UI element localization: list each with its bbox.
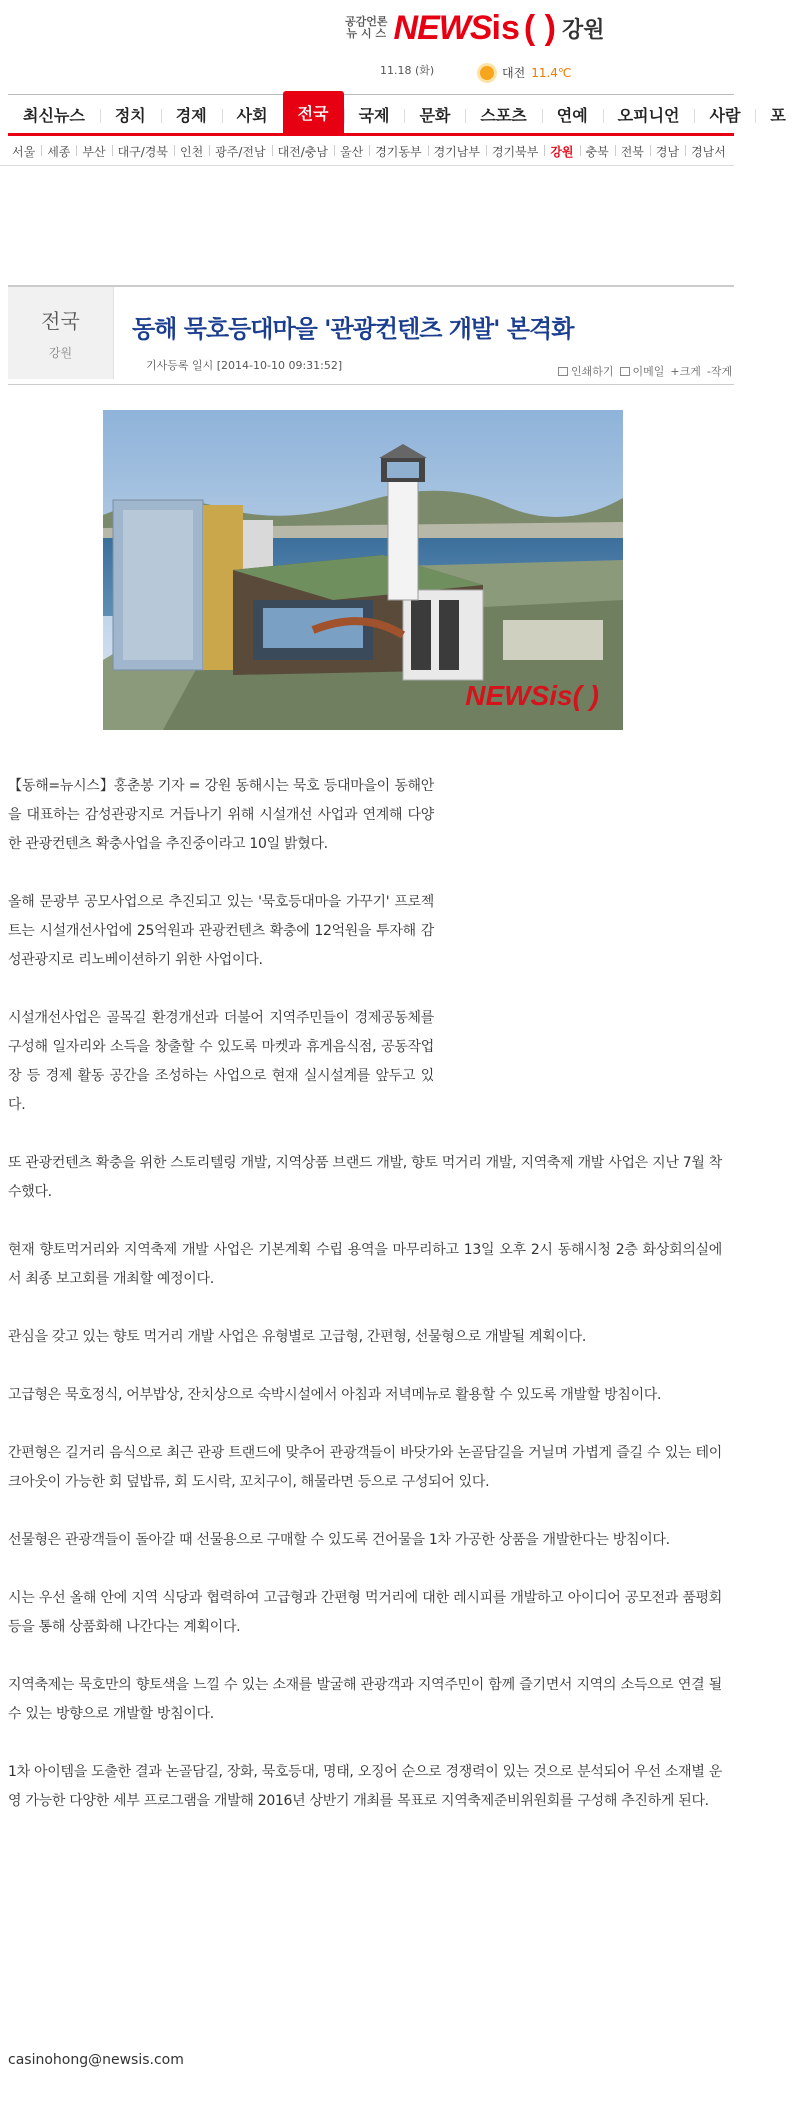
font-smaller-label: 작게 xyxy=(710,365,733,378)
article-paragraph: 간편형은 길거리 음식으로 최근 관광 트랜드에 맞추어 관광객들이 바닷가와 논골담길을 거닐며 가볍게 즐길 수 있는 테이크아웃이 가능한 회 덮밥류, 회 도시락, 꼬치구이, 해물라면 등으로 구성되어 있다. xyxy=(8,1445,722,1490)
logo-news: NEWS xyxy=(393,9,492,47)
article-header xyxy=(8,285,734,385)
main-nav-item[interactable]: 문화 xyxy=(404,95,465,133)
category-label[interactable]: 전국 xyxy=(41,309,80,333)
main-nav-item[interactable]: 스포츠 xyxy=(465,95,541,133)
region-nav-item[interactable]: 대구/경북 xyxy=(112,143,174,160)
region-nav-item[interactable]: 강원 xyxy=(544,143,579,160)
email-label: 이메일 xyxy=(632,365,665,378)
region-nav-item[interactable]: 광주/전남 xyxy=(209,143,271,160)
region-nav-item[interactable]: 부산 xyxy=(76,143,111,160)
site-logo[interactable] xyxy=(345,8,604,48)
weather-temp: 11.4℃ xyxy=(531,65,572,80)
region-nav-item[interactable]: 서울 xyxy=(12,145,36,159)
weather-widget[interactable] xyxy=(480,64,571,81)
region-nav-item[interactable]: 전북 xyxy=(615,143,650,160)
logo-region: 강원 xyxy=(561,17,605,43)
region-nav-item[interactable]: 울산 xyxy=(334,143,369,160)
region-nav-item[interactable]: 대전/충남 xyxy=(272,143,334,160)
article-headline: 동해 묵호등대마을 '관광컨텐츠 개발' 본격화 xyxy=(132,315,574,343)
photo-watermark: NEWSis( ) xyxy=(465,680,599,711)
article-paragraph: 1차 아이템을 도출한 결과 논골담길, 장화, 묵호등대, 명태, 오징어 순으로 경쟁력이 있는 것으로 분석되어 우선 소재별 운영 가능한 다양한 세부 프로그램을 개발해 2016년 상반기 개최를 목표로 지역축제준비위원회를 구성해 추진하게 된다. xyxy=(8,1764,722,1809)
main-nav xyxy=(8,94,786,136)
main-nav-item[interactable]: 전국 xyxy=(283,91,344,133)
main-nav-item[interactable]: 경제 xyxy=(161,95,222,133)
site-header xyxy=(0,0,734,92)
article-paragraph: 또 관광컨텐츠 확충을 위한 스토리텔링 개발, 지역상품 브랜드 개발, 향토 먹거리 개발, 지역축제 개발 사업은 지난 7월 착수했다. xyxy=(8,1155,722,1200)
logo-paren: ( ) xyxy=(523,9,556,47)
slogan-line2: 뉴 시 스 xyxy=(346,27,387,40)
region-nav-item[interactable]: 경기남부 xyxy=(428,143,486,160)
article-paragraph: 선물형은 관광객들이 돌아갈 때 선물용으로 구매할 수 있도록 건어물을 1차 가공한 상품을 개발한다는 방침이다. xyxy=(8,1532,670,1548)
article-tools xyxy=(558,363,732,379)
article-timestamp: 기사등록 일시 [2014-10-10 09:31:52] xyxy=(146,359,343,372)
weather-city: 대전 xyxy=(502,66,526,80)
region-nav-item[interactable]: 세종 xyxy=(41,143,76,160)
print-label: 인쇄하기 xyxy=(571,365,614,378)
category-box xyxy=(8,287,114,379)
article-photo[interactable] xyxy=(103,410,623,730)
main-nav-item[interactable]: 정치 xyxy=(100,95,161,133)
article-paragraph: 【동해=뉴시스】홍춘봉 기자 = 강원 동해시는 묵호 등대마을이 동해안을 대표하는 감성관광지로 거듭나기 위해 시설개선 사업과 연계해 다양한 관광컨텐츠 확충사업을 추진중이라고 10일 밝혔다. xyxy=(8,778,434,852)
article-paragraph: 시는 우선 올해 안에 지역 식당과 협력하여 고급형과 간편형 먹거리에 대한 레시피를 개발하고 아이디어 공모전과 품평회 등을 통해 상품화해 나간다는 계획이다. xyxy=(8,1590,722,1635)
mail-icon xyxy=(620,367,630,376)
article-paragraph: 지역축제는 묵호만의 향토색을 느낄 수 있는 소재를 발굴해 관광객과 지역주민이 함께 즐기면서 지역의 소득으로 연결 될 수 있는 방향으로 개발할 방침이다. xyxy=(8,1677,722,1722)
subcategory-label[interactable]: 강원 xyxy=(48,346,73,360)
current-date: 11.18 (화) xyxy=(380,64,435,77)
logo-slogan xyxy=(345,16,388,40)
article-body-narrow xyxy=(8,772,434,1149)
region-nav-item[interactable]: 충북 xyxy=(580,143,615,160)
font-larger-button[interactable]: + 크게 xyxy=(670,364,701,378)
font-smaller-button[interactable]: - 작게 xyxy=(706,364,733,378)
email-button[interactable] xyxy=(620,363,665,379)
main-nav-item[interactable]: 포 xyxy=(755,95,800,133)
article-paragraph: 고급형은 묵호정식, 어부밥상, 잔치상으로 숙박시설에서 아침과 저녁메뉴로 활용할 수 있도록 개발할 방침이다. xyxy=(8,1387,662,1403)
article-paragraph: 올해 문광부 공모사업으로 추진되고 있는 '묵호등대마을 가꾸기' 프로젝트는 시설개선사업에 25억원과 관광컨텐츠 확충에 12억원을 투자해 감성관광지로 리노베이션하기 위한 사업이다. xyxy=(8,894,434,968)
region-nav-item[interactable]: 경남 xyxy=(650,143,685,160)
font-larger-label: 크게 xyxy=(679,365,701,378)
main-nav-item[interactable]: 국제 xyxy=(344,95,405,133)
article-paragraph: 현재 향토먹거리와 지역축제 개발 사업은 기본계획 수립 용역을 마무리하고 13일 오후 2시 동해시청 2층 화상회의실에서 최종 보고회를 개최할 예정이다. xyxy=(8,1242,722,1287)
article-body-wide xyxy=(8,1149,722,1845)
main-nav-item[interactable]: 오피니언 xyxy=(603,95,695,133)
main-nav-item[interactable]: 사람 xyxy=(694,95,755,133)
region-nav-item[interactable]: 경기동부 xyxy=(369,143,427,160)
print-button[interactable] xyxy=(558,363,614,379)
logo-is: is xyxy=(491,9,520,47)
region-sub-nav xyxy=(0,138,734,166)
print-icon xyxy=(558,367,568,376)
slogan-line1: 공감언론 xyxy=(345,15,388,28)
region-nav-item[interactable]: 경남서 xyxy=(685,143,732,160)
reporter-email[interactable]: casinohong@newsis.com xyxy=(8,2052,184,2068)
sun-icon xyxy=(480,66,494,80)
main-nav-item[interactable]: 사회 xyxy=(222,95,283,133)
article-paragraph: 관심을 갖고 있는 향토 먹거리 개발 사업은 유형별로 고급형, 간편형, 선물형으로 개발될 계획이다. xyxy=(8,1329,586,1345)
article-paragraph: 시설개선사업은 골목길 환경개선과 더불어 지역주민들이 경제공동체를 구성해 일자리와 소득을 창출할 수 있도록 마켓과 휴게음식점, 공동작업장 등 경제 활동 공간을 조성하는 사업으로 현재 실시설계를 앞두고 있다. xyxy=(8,1010,434,1113)
main-nav-item[interactable]: 연예 xyxy=(542,95,603,133)
region-nav-item[interactable]: 인천 xyxy=(174,143,209,160)
main-nav-item[interactable]: 최신뉴스 xyxy=(23,105,85,125)
region-nav-item[interactable]: 경기북부 xyxy=(486,143,544,160)
